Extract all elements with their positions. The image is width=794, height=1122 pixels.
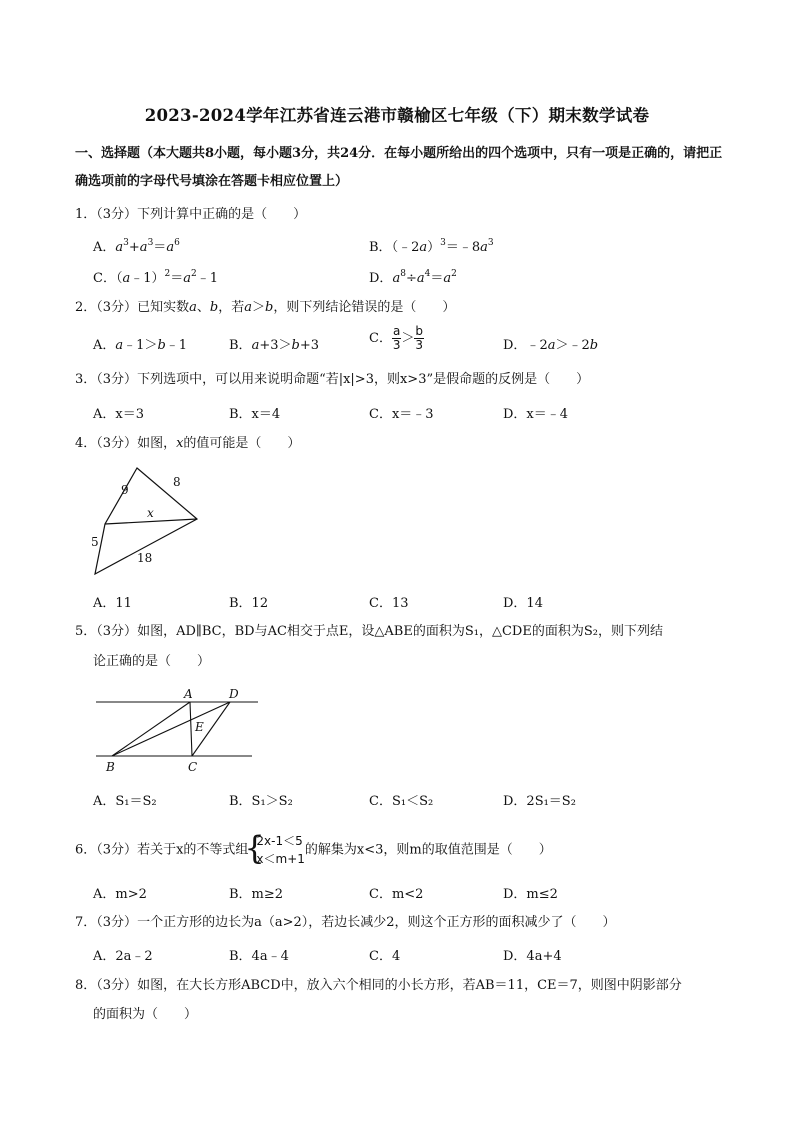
q1-option-a: A．$a^3+a^3=a^6$ bbox=[93, 238, 180, 255]
fig4-label-5: 5 bbox=[91, 535, 99, 549]
fig4-label-18: 18 bbox=[137, 551, 153, 565]
fig4-label-8: 8 bbox=[173, 475, 181, 489]
question-1-stem: 1．（3分）下列计算中正确的是（ ） bbox=[75, 207, 307, 222]
q3-option-a: A．x＝3 bbox=[93, 407, 144, 422]
q7-option-a: A．2a﹣2 bbox=[93, 949, 153, 964]
q2-option-d: D．﹣2a＞﹣2b bbox=[503, 338, 599, 353]
question-3-stem: 3．（3分）下列选项中，可以用来说明命题“若|x|>3，则x>3”是假命题的反例是（ ） bbox=[75, 372, 590, 387]
q2-option-b: B．a+3＞b+3 bbox=[229, 338, 319, 353]
q1-option-c: C．$(a﹣1)^2=a^2﹣1$ bbox=[93, 269, 219, 286]
fig4-label-9: 9 bbox=[121, 483, 129, 497]
question-7-stem: 7．（3分）一个正方形的边长为a（a>2），若边长减少2，则这个正方形的面积减少了（ ） bbox=[75, 915, 616, 930]
question-4-figure bbox=[85, 462, 210, 580]
question-5-stem-line2: 论正确的是（ ） bbox=[93, 654, 211, 669]
question-6-stem: 6．（3分）若关于x的不等式组 { 2x-1＜5 x＜m+1 的解集为x<3，则m的取值范围是（ ） bbox=[75, 829, 552, 867]
q4-option-c: C．13 bbox=[369, 596, 409, 611]
section-heading: 一、选择题（本大题共8小题，每小题3分，共24分．在每小题所给出的四个选项中，只有一项是正确的，请把正确选项前的字母代号填涂在答题卡相应位置上） bbox=[75, 146, 723, 189]
inequality-system: { 2x-1＜5 x＜m+1 bbox=[244, 829, 305, 867]
question-5-stem: 5．（3分）如图，AD∥BC，BD与AC相交于点E，设△ABE的面积为S₁，△CDE的面积为S₂，则下列结 bbox=[75, 624, 663, 639]
question-8-stem: 8．（3分）如图，在大长方形ABCD中，放入六个相同的小长方形，若AB＝11，CE＝7，则图中阴影部分 bbox=[75, 978, 682, 993]
question-8-stem-line2: 的面积为（ ） bbox=[93, 1007, 198, 1022]
q6-option-c: C．m<2 bbox=[369, 887, 424, 902]
fig5-label-d: D bbox=[229, 687, 239, 701]
exam-title: 2023-2024学年江苏省连云港市赣榆区七年级（下）期末数学试卷 bbox=[144, 106, 650, 125]
question-5-figure bbox=[92, 684, 262, 776]
q7-option-c: C．4 bbox=[369, 949, 401, 964]
q7-option-b: B．4a﹣4 bbox=[229, 949, 289, 964]
q7-option-d: D．4a+4 bbox=[503, 949, 562, 964]
q5-option-d: D．2S₁＝S₂ bbox=[503, 794, 576, 809]
question-2-stem: 2．（3分）已知实数a、b，若a＞b，则下列结论错误的是（ ） bbox=[75, 300, 456, 315]
q6-option-a: A．m>2 bbox=[93, 887, 147, 902]
q1-option-d: D．$a^8\div a^4=a^2$ bbox=[369, 269, 457, 286]
q5-option-a: A．S₁＝S₂ bbox=[93, 794, 157, 809]
q4-option-b: B．12 bbox=[229, 596, 269, 611]
q6-option-d: D．m≤2 bbox=[503, 887, 558, 902]
fig5-label-e: E bbox=[195, 720, 204, 734]
q5-option-c: C．S₁＜S₂ bbox=[369, 794, 434, 809]
q2-option-a: A．a﹣1＞b﹣1 bbox=[93, 338, 188, 353]
fig4-label-x: x bbox=[147, 506, 154, 520]
fig5-label-b: B bbox=[106, 760, 115, 774]
q2-option-c: C． $\frac{a}{3}$ ＞ $\frac{b}{3}$ bbox=[369, 324, 423, 352]
q6-option-b: B．m≥2 bbox=[229, 887, 284, 902]
q3-option-c: C．x＝﹣3 bbox=[369, 407, 434, 422]
q3-option-d: D．x＝﹣4 bbox=[503, 407, 569, 422]
fig5-label-c: C bbox=[188, 760, 198, 774]
fig5-label-a: A bbox=[184, 687, 193, 701]
q5-option-b: B．S₁＞S₂ bbox=[229, 794, 293, 809]
question-4-stem: 4．（3分）如图，x的值可能是（ ） bbox=[75, 436, 301, 451]
q1-option-b: B．$(﹣2a)^3=﹣8a^3$ bbox=[369, 238, 494, 255]
q4-option-d: D．14 bbox=[503, 596, 543, 611]
q3-option-b: B．x＝4 bbox=[229, 407, 281, 422]
q4-option-a: A．11 bbox=[93, 596, 132, 611]
